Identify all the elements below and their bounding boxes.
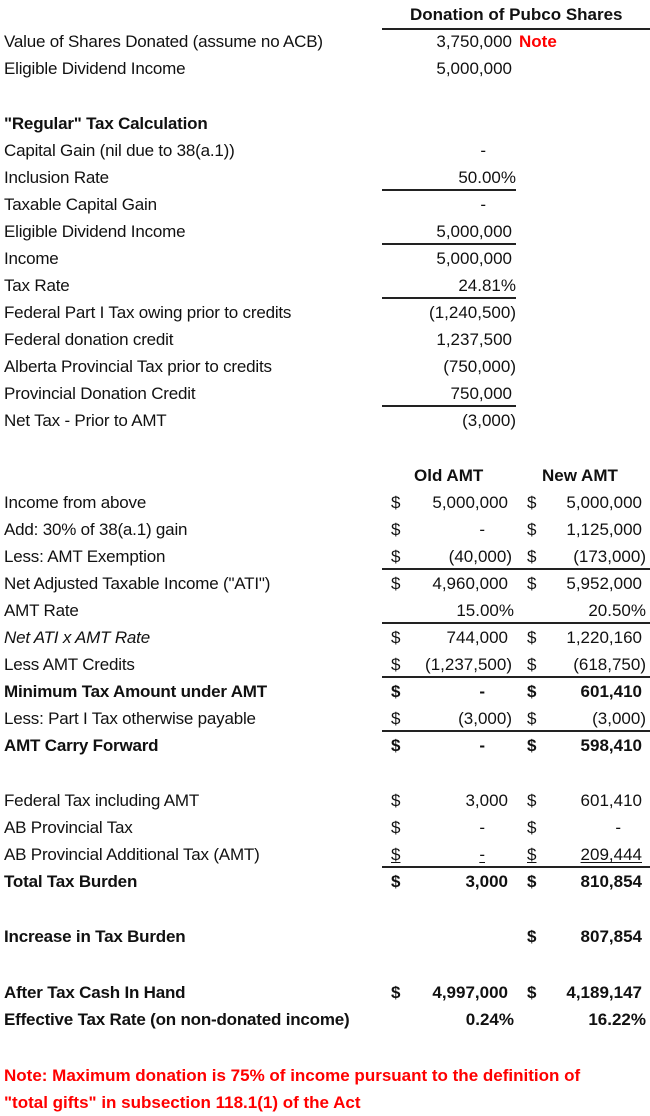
new-amt-value: 5,000,000 — [566, 493, 642, 512]
row-label: Add: 30% of 38(a.1) gain — [4, 520, 188, 539]
row-label: Provincial Donation Credit — [4, 384, 196, 403]
currency-symbol: $ — [527, 791, 537, 810]
row-value: - — [480, 195, 486, 214]
row-label: Net Tax - Prior to AMT — [4, 411, 167, 430]
row-value: (750,000) — [443, 357, 516, 376]
new-amt-value: 807,854 — [580, 927, 642, 946]
row-label: After Tax Cash In Hand — [4, 983, 186, 1002]
currency-symbol: $ — [391, 493, 401, 512]
row-value: (3,000) — [462, 411, 516, 430]
new-amt-value: - — [615, 818, 621, 837]
amt-row — [0, 489, 650, 516]
new-amt-value: 20.50% — [588, 601, 646, 620]
currency-symbol: $ — [527, 574, 537, 593]
new-amt-value: 209,444 — [580, 845, 642, 864]
row-label: Capital Gain (nil due to 38(a.1)) — [4, 141, 235, 160]
row-value: 1,237,500 — [436, 330, 512, 349]
old-amt-value: 744,000 — [446, 628, 508, 647]
burden-row — [0, 841, 650, 868]
old-amt-value: 3,000 — [465, 791, 508, 810]
regular-title-row — [0, 110, 650, 137]
old-amt-value: (1,237,500) — [425, 655, 512, 674]
old-amt-value: 4,960,000 — [432, 574, 508, 593]
regular-row — [0, 272, 650, 299]
amt-row — [0, 732, 650, 759]
row-label: Income — [4, 249, 59, 268]
currency-symbol: $ — [391, 547, 401, 566]
row-label: Inclusion Rate — [4, 168, 109, 187]
row-label: Net ATI x AMT Rate — [4, 628, 150, 647]
row-label: Less: AMT Exemption — [4, 547, 166, 566]
amt-row — [0, 543, 650, 570]
new-amt-value: (173,000) — [573, 547, 646, 566]
new-amt-value: 16.22% — [588, 1010, 646, 1029]
dividend-value: 5,000,000 — [436, 59, 512, 78]
currency-symbol: $ — [391, 845, 401, 864]
old-amt-value: 0.24% — [465, 1010, 514, 1029]
row-label: AMT Carry Forward — [4, 736, 159, 755]
regular-row — [0, 407, 650, 434]
old-amt-value: - — [479, 520, 485, 539]
burden-row — [0, 868, 650, 895]
row-value: - — [480, 141, 486, 160]
row-label: Net Adjusted Taxable Income ("ATI") — [4, 574, 271, 593]
shares-value: 3,750,000 — [436, 32, 512, 51]
row-label: AB Provincial Tax — [4, 818, 133, 837]
row-label: Increase in Tax Burden — [4, 927, 186, 946]
currency-symbol: $ — [391, 983, 401, 1002]
row-label: AMT Rate — [4, 601, 79, 620]
currency-symbol: $ — [527, 655, 537, 674]
new-amt-value: (618,750) — [573, 655, 646, 674]
currency-symbol: $ — [391, 791, 401, 810]
currency-symbol: $ — [391, 628, 401, 647]
amt-row — [0, 678, 650, 705]
footnote-line-2: "total gifts" in subsection 118.1(1) of the Act — [4, 1093, 361, 1112]
sheet-title: Donation of Pubco Shares — [410, 5, 623, 24]
new-amt-value: 598,410 — [580, 736, 642, 755]
currency-symbol: $ — [527, 983, 537, 1002]
burden-row — [0, 814, 650, 841]
regular-title: "Regular" Tax Calculation — [4, 114, 208, 133]
row-label: Federal Tax including AMT — [4, 791, 200, 810]
old-amt-value: - — [479, 818, 485, 837]
column-header-new-amt: New AMT — [542, 466, 618, 485]
shares-row — [0, 28, 650, 55]
row-label: Total Tax Burden — [4, 872, 138, 891]
amt-row — [0, 651, 650, 678]
currency-symbol: $ — [391, 872, 401, 891]
currency-symbol: $ — [527, 845, 537, 864]
currency-symbol: $ — [391, 574, 401, 593]
dividend-row — [0, 55, 650, 82]
rate-row — [0, 1006, 650, 1033]
old-amt-value: - — [479, 682, 485, 701]
old-amt-value: 15.00% — [456, 601, 514, 620]
regular-row — [0, 218, 650, 245]
currency-symbol: $ — [527, 682, 537, 701]
row-value: 5,000,000 — [436, 249, 512, 268]
new-amt-value: (3,000) — [592, 709, 646, 728]
old-amt-value: (3,000) — [458, 709, 512, 728]
old-amt-value: (40,000) — [448, 547, 512, 566]
old-amt-value: 3,000 — [465, 872, 508, 891]
currency-symbol: $ — [527, 736, 537, 755]
regular-row — [0, 137, 650, 164]
amt-row — [0, 705, 650, 732]
regular-row — [0, 353, 650, 380]
row-label: Alberta Provincial Tax prior to credits — [4, 357, 272, 376]
new-amt-value: 4,189,147 — [566, 983, 642, 1002]
row-label: Taxable Capital Gain — [4, 195, 157, 214]
row-value: 24.81% — [458, 276, 516, 295]
footnote-line-1: Note: Maximum donation is 75% of income pursuant to the definition of — [4, 1066, 581, 1085]
old-amt-value: - — [479, 736, 485, 755]
footnote — [4, 1062, 644, 1116]
currency-symbol: $ — [391, 736, 401, 755]
row-value: 750,000 — [450, 384, 512, 403]
regular-row — [0, 299, 650, 326]
cash-row — [0, 979, 650, 1006]
old-amt-value: 5,000,000 — [432, 493, 508, 512]
row-value: (1,240,500) — [429, 303, 516, 322]
regular-row — [0, 245, 650, 272]
row-label: Less: Part I Tax otherwise payable — [4, 709, 256, 728]
regular-row — [0, 326, 650, 353]
row-value: 50.00% — [458, 168, 516, 187]
row-label: Eligible Dividend Income — [4, 222, 186, 241]
row-value: 5,000,000 — [436, 222, 512, 241]
new-amt-value: 1,125,000 — [566, 520, 642, 539]
row-label: AB Provincial Additional Tax (AMT) — [4, 845, 260, 864]
shares-label: Value of Shares Donated (assume no ACB) — [4, 32, 323, 51]
currency-symbol: $ — [391, 655, 401, 674]
row-label: Minimum Tax Amount under AMT — [4, 682, 267, 701]
row-label: Less AMT Credits — [4, 655, 135, 674]
amt-row — [0, 570, 650, 597]
amt-row — [0, 624, 650, 651]
row-label: Income from above — [4, 493, 147, 512]
row-label: Federal donation credit — [4, 330, 174, 349]
regular-row — [0, 191, 650, 218]
currency-symbol: $ — [527, 927, 537, 946]
old-amt-value: 4,997,000 — [432, 983, 508, 1002]
row-label: Tax Rate — [4, 276, 70, 295]
row-label: Effective Tax Rate (on non-donated income) — [4, 1010, 350, 1029]
currency-symbol: $ — [527, 628, 537, 647]
new-amt-value: 810,854 — [580, 872, 642, 891]
dividend-label: Eligible Dividend Income — [4, 59, 186, 78]
currency-symbol: $ — [391, 709, 401, 728]
column-header-old-amt: Old AMT — [414, 466, 484, 485]
currency-symbol: $ — [391, 520, 401, 539]
new-amt-value: 5,952,000 — [566, 574, 642, 593]
currency-symbol: $ — [391, 818, 401, 837]
note-tag: Note — [519, 32, 557, 51]
old-amt-value: - — [479, 845, 485, 864]
regular-row — [0, 164, 650, 191]
new-amt-value: 601,410 — [580, 682, 642, 701]
currency-symbol: $ — [527, 872, 537, 891]
currency-symbol: $ — [527, 520, 537, 539]
currency-symbol: $ — [527, 547, 537, 566]
currency-symbol: $ — [391, 682, 401, 701]
regular-row — [0, 380, 650, 407]
currency-symbol: $ — [527, 493, 537, 512]
burden-row — [0, 787, 650, 814]
new-amt-value: 1,220,160 — [566, 628, 642, 647]
amt-row — [0, 597, 650, 624]
increase-row — [0, 923, 650, 950]
header-row — [0, 1, 650, 28]
row-label: Federal Part I Tax owing prior to credits — [4, 303, 292, 322]
currency-symbol: $ — [527, 709, 537, 728]
new-amt-value: 601,410 — [580, 791, 642, 810]
amt-row — [0, 516, 650, 543]
amt-header-row — [0, 462, 650, 489]
currency-symbol: $ — [527, 818, 537, 837]
